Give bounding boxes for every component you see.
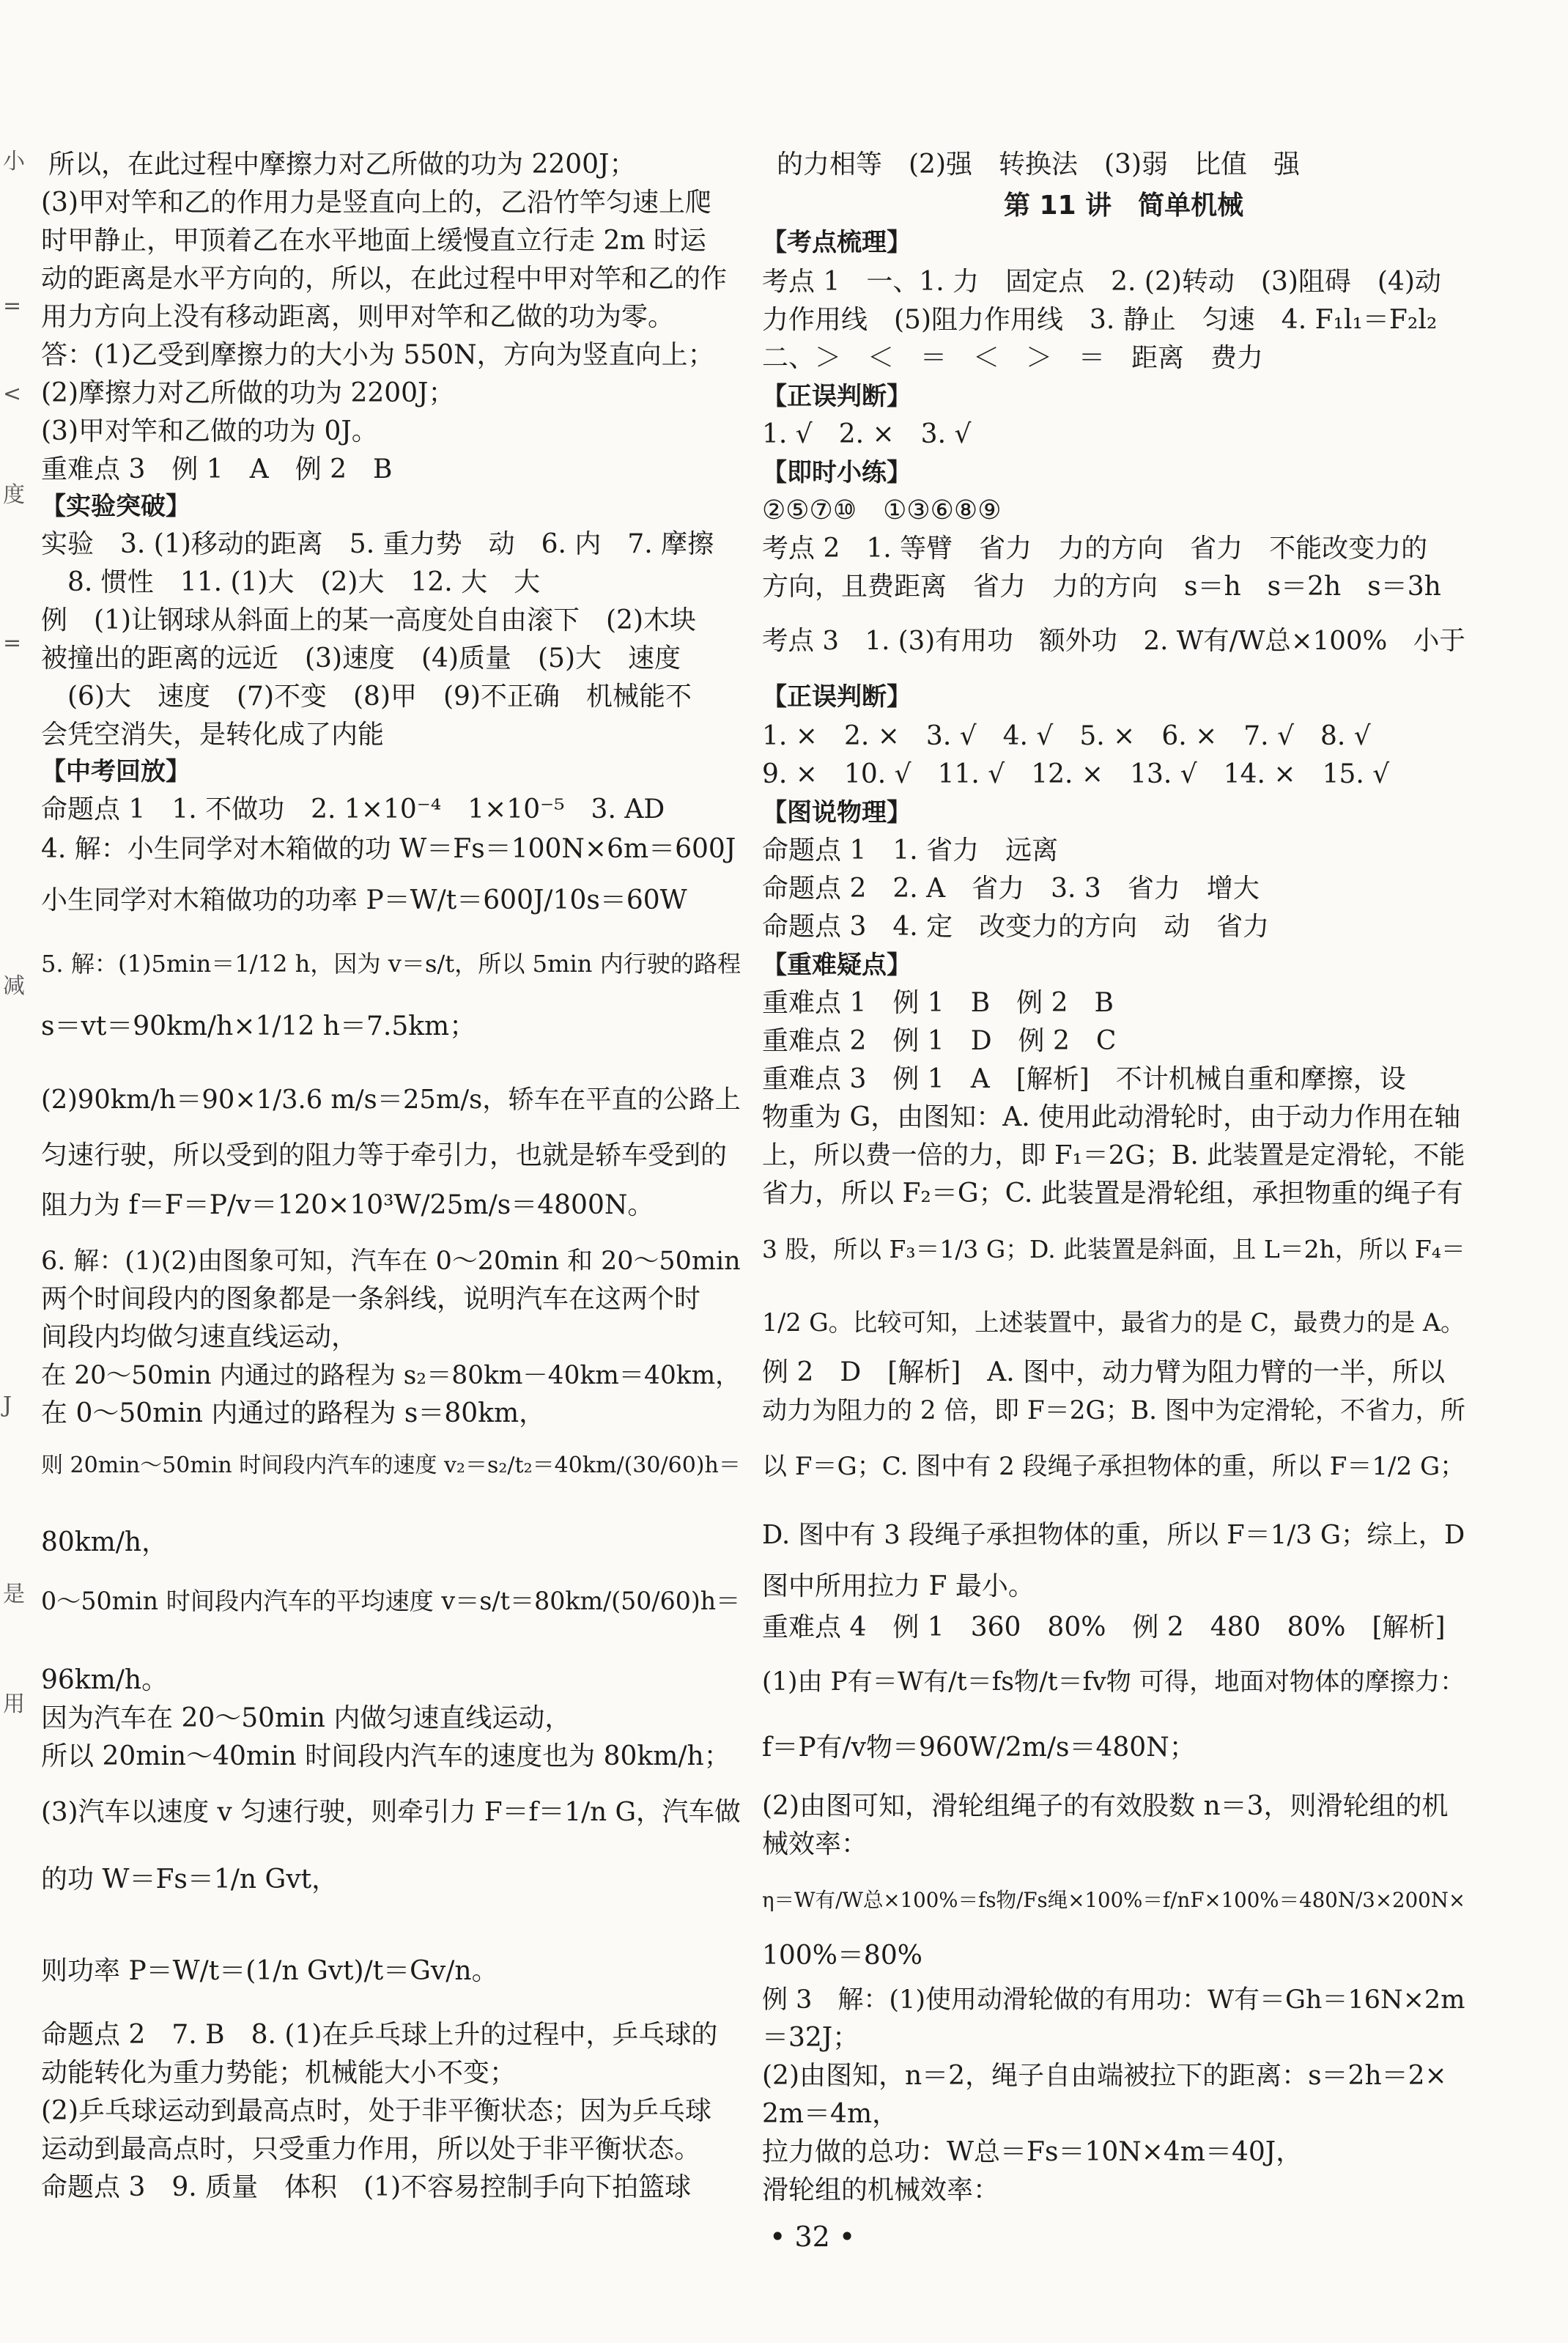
- text-line: (2)由图知，n＝2，绳子自由端被拉下的距离：s＝2h＝2×: [762, 2061, 1447, 2091]
- text-line: 二、＞ ＜ ＝ ＜ ＞ ＝ 距离 费力: [762, 343, 1264, 373]
- text-line: 动力为阻力的 2 倍，即 F＝2G；B. 图中为定滑轮，不省力，所: [762, 1396, 1465, 1425]
- text-line: ＝32J；: [762, 2023, 859, 2053]
- text-line: 答：(1)乙受到摩擦力的大小为 550N，方向为竖直向上；: [41, 340, 714, 370]
- text-line: 在 0～50min 内通过的路程为 s＝80km，: [41, 1398, 546, 1428]
- text-line: 6. 解：(1)(2)由图象可知，汽车在 0～20min 和 20～50min: [41, 1247, 741, 1276]
- text-line: (3)汽车以速度 v 匀速行驶，则牵引力 F＝f＝1/n G，汽车做: [41, 1797, 741, 1827]
- text-line: (3)甲对竿和乙做的功为 0J。: [41, 416, 378, 446]
- text-line: 2m＝4m，: [762, 2099, 899, 2129]
- text-line: 所以，在此过程中摩擦力对乙所做的功为 2200J；: [48, 150, 636, 180]
- text-line: 例 (1)让钢球从斜面上的某一高度处自由滚下 (2)木块: [41, 605, 696, 635]
- text-line: (1)由 P有＝W有/t＝fs物/t＝fv物 可得，地面对物体的摩擦力：: [762, 1667, 1465, 1697]
- text-line: 在 20～50min 内通过的路程为 s₂＝80km－40km＝40km，: [41, 1361, 741, 1390]
- margin-mark: J: [3, 1392, 12, 1418]
- margin-mark: 小: [3, 149, 25, 174]
- text-line: 被撞出的距离的远近 (3)速度 (4)质量 (5)大 速度: [41, 643, 681, 674]
- margin-mark: <: [3, 381, 22, 407]
- text-line: 命题点 2 2. A 省力 3. 3 省力 增大: [762, 874, 1260, 904]
- text-line: 1. √ 2. × 3. √: [762, 419, 972, 449]
- margin-mark: 是: [3, 1582, 25, 1607]
- text-line: 3 股，所以 F₃＝1/3 G；D. 此装置是斜面，且 L＝2h，所以 F₄＝: [762, 1235, 1465, 1263]
- text-line: 的功 W＝Fs＝1/n Gvt，: [41, 1864, 339, 1894]
- text-line: 1/2 G。比较可知，上述装置中，最省力的是 C，最费力的是 A。: [762, 1308, 1465, 1337]
- text-line: 命题点 1 1. 省力 远离: [762, 835, 1059, 866]
- text-line: 重难点 3 例 1 A 例 2 B: [41, 454, 393, 484]
- text-line: 例 2 D [解析] A. 图中，动力臂为阻力臂的一半，所以: [762, 1357, 1446, 1387]
- text-line: 所以 20min～40min 时间段内汽车的速度也为 80km/h；: [41, 1741, 731, 1771]
- text-line: 两个时间段内的图象都是一条斜线，说明汽车在这两个时: [41, 1284, 701, 1314]
- text-line: 重难点 3 例 1 A [解析] 不计机械自重和摩擦，设: [762, 1064, 1406, 1094]
- text-line: D. 图中有 3 段绳子承担物体的重，所以 F＝1/3 G；综上，D: [762, 1520, 1465, 1550]
- text-line: 命题点 3 9. 质量 体积 (1)不容易控制手向下拍篮球: [41, 2172, 692, 2202]
- section-heading: 【正误判断】: [762, 382, 911, 411]
- text-line: 命题点 3 4. 定 改变力的方向 动 省力: [762, 912, 1270, 942]
- text-line: 会凭空消失，是转化成了内能: [41, 720, 385, 750]
- text-line: 考点 2 1. 等臂 省力 力的方向 省力 不能改变力的: [762, 534, 1428, 564]
- text-line: 的力相等 (2)强 转换法 (3)弱 比值 强: [777, 150, 1300, 180]
- text-line: 1. × 2. × 3. √ 4. √ 5. × 6. × 7. √ 8. √: [762, 721, 1371, 751]
- text-line: 方向，且费距离 省力 力的方向 s＝h s＝2h s＝3h: [762, 572, 1441, 602]
- text-line: 例 3 解：(1)使用动滑轮做的有用功：W有＝Gh＝16N×2m: [762, 1985, 1465, 2015]
- text-line: (2)摩擦力对乙所做的功为 2200J；: [41, 378, 455, 408]
- text-line: 时甲静止，甲顶着乙在水平地面上缓慢直立行走 2m 时运: [41, 226, 706, 256]
- margin-mark: =: [3, 293, 22, 319]
- text-line: (2)乒乓球运动到最高点时，处于非平衡状态；因为乒乓球: [41, 2096, 711, 2126]
- text-line: 匀速行驶，所以受到的阻力等于牵引力，也就是轿车受到的: [41, 1140, 728, 1170]
- text-line: 5. 解：(1)5min＝1/12 h，因为 v＝s/t，所以 5min 内行驶的路程: [41, 950, 742, 978]
- text-line: (2)90km/h＝90×1/3.6 m/s＝25m/s，轿车在平直的公路上: [41, 1085, 741, 1115]
- section-heading: 【图说物理】: [762, 798, 911, 827]
- text-line: 图中所用拉力 F 最小。: [762, 1571, 1035, 1601]
- margin-mark: =: [3, 630, 22, 656]
- text-line: (6)大 速度 (7)不变 (8)甲 (9)不正确 机械能不: [41, 682, 692, 712]
- text-line: 以 F＝G；C. 图中有 2 段绳子承担物体的重，所以 F＝1/2 G；: [762, 1452, 1465, 1481]
- margin-mark: 度: [3, 482, 25, 508]
- text-line: 命题点 1 1. 不做功 2. 1×10⁻⁴ 1×10⁻⁵ 3. AD: [41, 794, 665, 824]
- text-line: 考点 1 一、1. 力 固定点 2. (2)转动 (3)阻碍 (4)动: [762, 267, 1441, 297]
- text-line: 重难点 1 例 1 B 例 2 B: [762, 988, 1114, 1018]
- section-heading: 【重难疑点】: [762, 951, 911, 980]
- page-number: • 32 •: [769, 2221, 856, 2253]
- text-line: 滑轮组的机械效率：: [762, 2175, 1000, 2205]
- section-heading: 【考点梳理】: [762, 228, 911, 257]
- text-line: 小生同学对木箱做功的功率 P＝W/t＝600J/10s＝60W: [41, 885, 687, 915]
- text-line: 拉力做的总功：W总＝Fs＝10N×4m＝40J，: [762, 2137, 1303, 2167]
- text-line: 4. 解：小生同学对木箱做的功 W＝Fs＝100N×6m＝600J: [41, 834, 736, 864]
- text-line: 考点 3 1. (3)有用功 额外功 2. W有/W总×100% 小于: [762, 626, 1465, 656]
- text-line: s＝vt＝90km/h×1/12 h＝7.5km；: [41, 1011, 476, 1041]
- text-line: 物重为 G，由图知：A. 使用此动滑轮时，由于动力作用在轴: [762, 1102, 1461, 1132]
- text-line: 实验 3. (1)移动的距离 5. 重力势 动 6. 内 7. 摩擦: [41, 529, 714, 559]
- text-line: 则 20min～50min 时间段内汽车的速度 v₂＝s₂/t₂＝40km/(30/60)h＝: [41, 1453, 741, 1478]
- margin-mark: 用: [3, 1691, 25, 1717]
- section-heading: 【正误判断】: [762, 682, 911, 712]
- text-line: 重难点 2 例 1 D 例 2 C: [762, 1026, 1117, 1056]
- text-line: 动能转化为重力势能；机械能大小不变；: [41, 2058, 517, 2088]
- text-line: 上，所以费一倍的力，即 F₁＝2G；B. 此装置是定滑轮，不能: [762, 1140, 1465, 1170]
- text-line: 阻力为 f＝F＝P/v＝120×10³W/25m/s＝4800N。: [41, 1190, 654, 1220]
- section-heading: 【中考回放】: [41, 757, 191, 786]
- text-line: (2)由图可知，滑轮组绳子的有效股数 n＝3，则滑轮组的机: [762, 1791, 1449, 1821]
- text-line: 用力方向上没有移动距离，则甲对竿和乙做的功为零。: [41, 302, 675, 332]
- text-line: 96km/h。: [41, 1665, 169, 1695]
- margin-mark: 减: [3, 973, 25, 999]
- section-heading: 【即时小练】: [762, 458, 911, 487]
- text-line: η＝W有/W总×100%＝fs物/Fs绳×100%＝f/nF×100%＝480N/3×200N×: [762, 1888, 1465, 1912]
- text-line: (3)甲对竿和乙的作用力是竖直向上的，乙沿竹竿匀速上爬: [41, 188, 711, 218]
- text-line: 80km/h，: [41, 1527, 169, 1557]
- lesson-title: 第 11 讲 简单机械: [1004, 191, 1244, 221]
- text-line: 9. × 10. √ 11. √ 12. × 13. √ 14. × 15. √: [762, 759, 1390, 789]
- text-line: 力作用线 (5)阻力作用线 3. 静止 匀速 4. F₁l₁＝F₂l₂: [762, 305, 1438, 335]
- text-line: 运动到最高点时，只受重力作用，所以处于非平衡状态。: [41, 2134, 701, 2164]
- text-line: 命题点 2 7. B 8. (1)在乒乓球上升的过程中，乒乓球的: [41, 2020, 718, 2050]
- text-line: 间段内均做匀速直线运动，: [41, 1322, 358, 1352]
- text-line: 省力，所以 F₂＝G；C. 此装置是滑轮组，承担物重的绳子有: [762, 1178, 1463, 1209]
- text-line: 重难点 4 例 1 360 80% 例 2 480 80% [解析]: [762, 1612, 1446, 1642]
- text-line: 因为汽车在 20～50min 内做匀速直线运动，: [41, 1703, 572, 1733]
- text-line: 0～50min 时间段内汽车的平均速度 v＝s/t＝80km/(50/60)h＝: [41, 1587, 741, 1615]
- text-line: f＝P有/v物＝960W/2m/s＝480N；: [762, 1733, 1196, 1763]
- text-line: ②⑤⑦⑩ ①③⑥⑧⑨: [762, 495, 1002, 525]
- text-line: 动的距离是水平方向的，所以，在此过程中甲对竿和乙的作: [41, 264, 728, 294]
- text-line: 械效率：: [762, 1829, 868, 1859]
- text-line: 则功率 P＝W/t＝(1/n Gvt)/t＝Gv/n。: [41, 1956, 498, 1986]
- text-line: 100%＝80%: [762, 1941, 922, 1971]
- text-line: 8. 惯性 11. (1)大 (2)大 12. 大 大: [41, 567, 541, 597]
- section-heading: 【实验突破】: [41, 492, 191, 521]
